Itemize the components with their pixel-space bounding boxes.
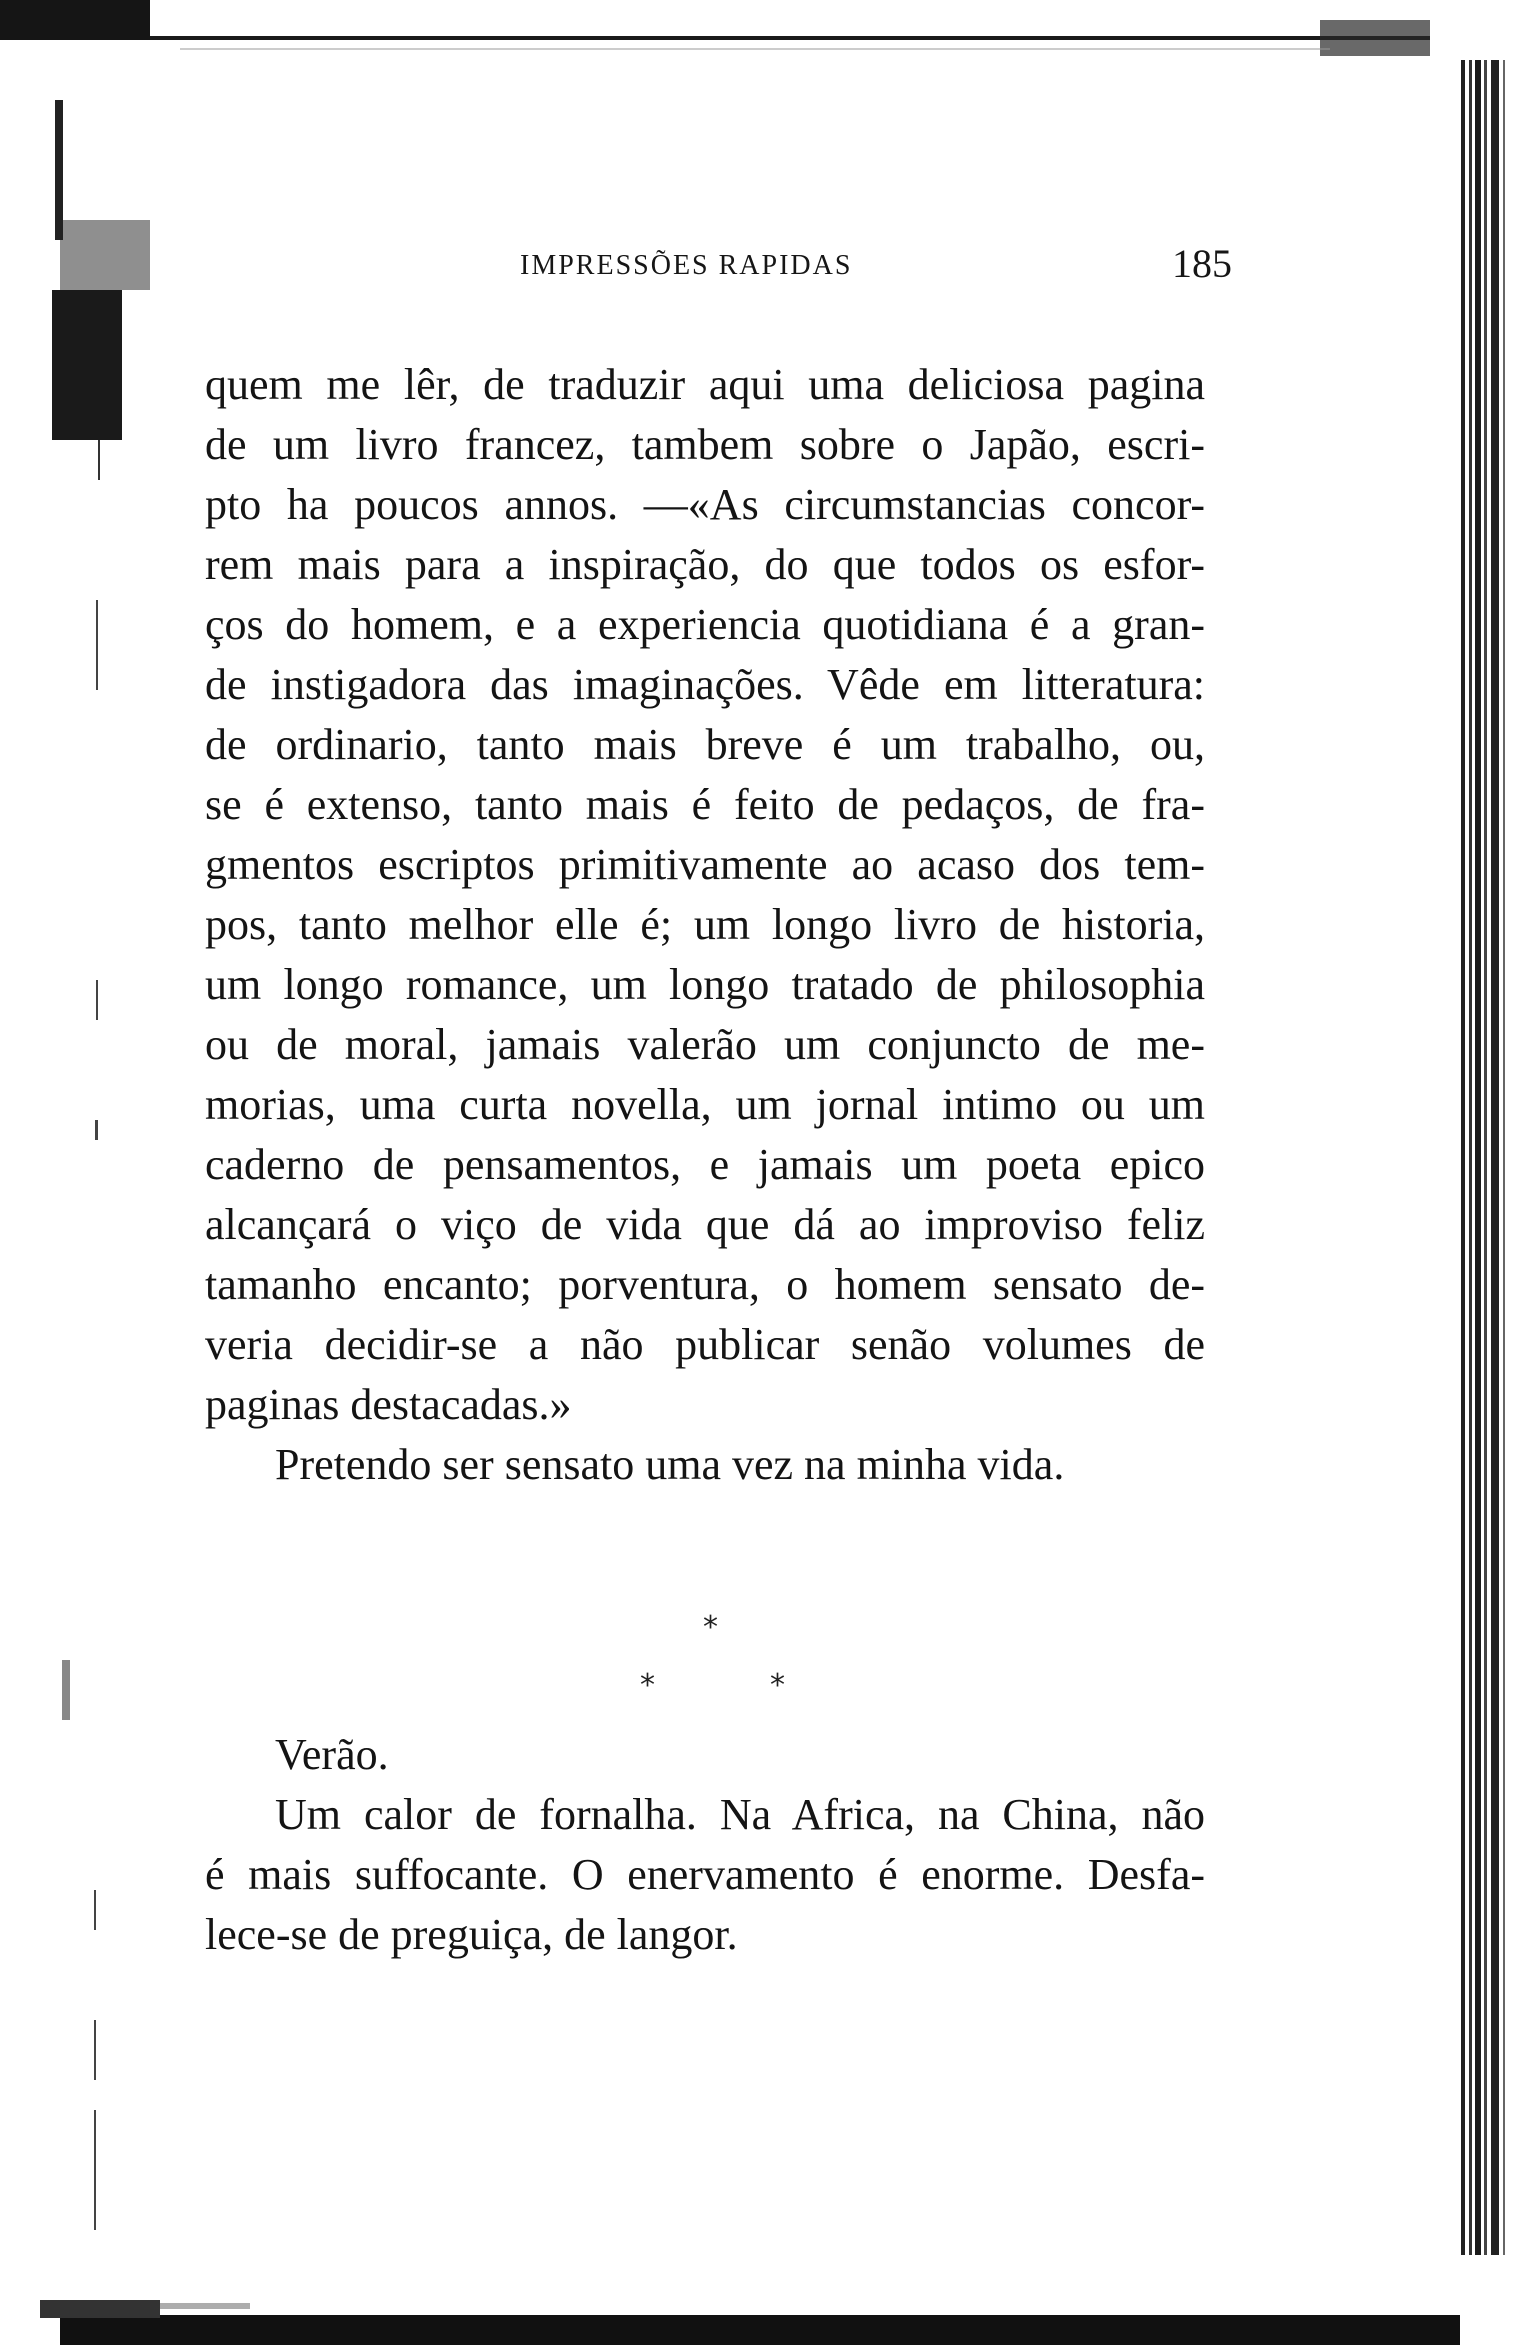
- text-line: tamanho encanto; porventura, o homem sensato de-: [205, 1260, 1205, 1309]
- running-title: IMPRESSÕES RAPIDAS: [520, 250, 853, 281]
- paragraph-continuation: [205, 355, 1205, 1495]
- text-line: é mais suffocante. O enervamento é enorme. Desfa-: [205, 1850, 1205, 1899]
- text-line: ços do homem, e a experiencia quotidiana é a gran-: [205, 600, 1205, 649]
- section-verao: [205, 1725, 1205, 1965]
- separator-star-left: *: [640, 1668, 655, 1703]
- text-line: rem mais para a inspiração, do que todos os esfor-: [205, 540, 1205, 589]
- text-line: Um calor de fornalha. Na Africa, na China, não: [275, 1790, 1205, 1839]
- text-line: morias, uma curta novella, um jornal intimo ou um: [205, 1080, 1205, 1129]
- paragraph-sensato: Pretendo ser sensato uma vez na minha vida.: [275, 1440, 1065, 1489]
- scan-left-edge: [0, 0, 200, 2345]
- text-line: veria decidir-se a não publicar senão volumes de: [205, 1320, 1205, 1369]
- page-number: 185: [1172, 241, 1232, 286]
- text-line: de instigadora das imaginações. Vêde em litteratura:: [205, 660, 1205, 709]
- text-line: de ordinario, tanto mais breve é um trabalho, ou,: [205, 720, 1205, 769]
- scan-right-edge: [1451, 60, 1521, 2310]
- text-line: ou de moral, jamais valerão um conjuncto de me-: [205, 1020, 1205, 1069]
- text-line: lece-se de preguiça, de langor.: [205, 1910, 738, 1959]
- scan-bottom-edge: [0, 2255, 1521, 2345]
- section-separator: [0, 1610, 1521, 1730]
- text-line: de um livro francez, tambem sobre o Japão, escri-: [205, 420, 1205, 469]
- separator-star-right: *: [770, 1668, 785, 1703]
- text-line: paginas destacadas.»: [205, 1380, 572, 1429]
- text-line: pto ha poucos annos. —«As circumstancias concor-: [205, 480, 1205, 529]
- text-line: caderno de pensamentos, e jamais um poeta epico: [205, 1140, 1205, 1189]
- text-line: se é extenso, tanto mais é feito de pedaços, de fra-: [205, 780, 1205, 829]
- separator-star-top: *: [703, 1610, 718, 1645]
- text-line: alcançará o viço de vida que dá ao improviso feliz: [205, 1200, 1205, 1249]
- text-line: um longo romance, um longo tratado de philosophia: [205, 960, 1205, 1009]
- scan-top-edge: [0, 0, 1430, 70]
- text-line: quem me lêr, de traduzir aqui uma deliciosa pagina: [205, 360, 1205, 409]
- section-heading: Verão.: [275, 1730, 389, 1779]
- text-line: pos, tanto melhor elle é; um longo livro de historia,: [205, 900, 1205, 949]
- text-line: gmentos escriptos primitivamente ao acaso dos tem-: [205, 840, 1205, 889]
